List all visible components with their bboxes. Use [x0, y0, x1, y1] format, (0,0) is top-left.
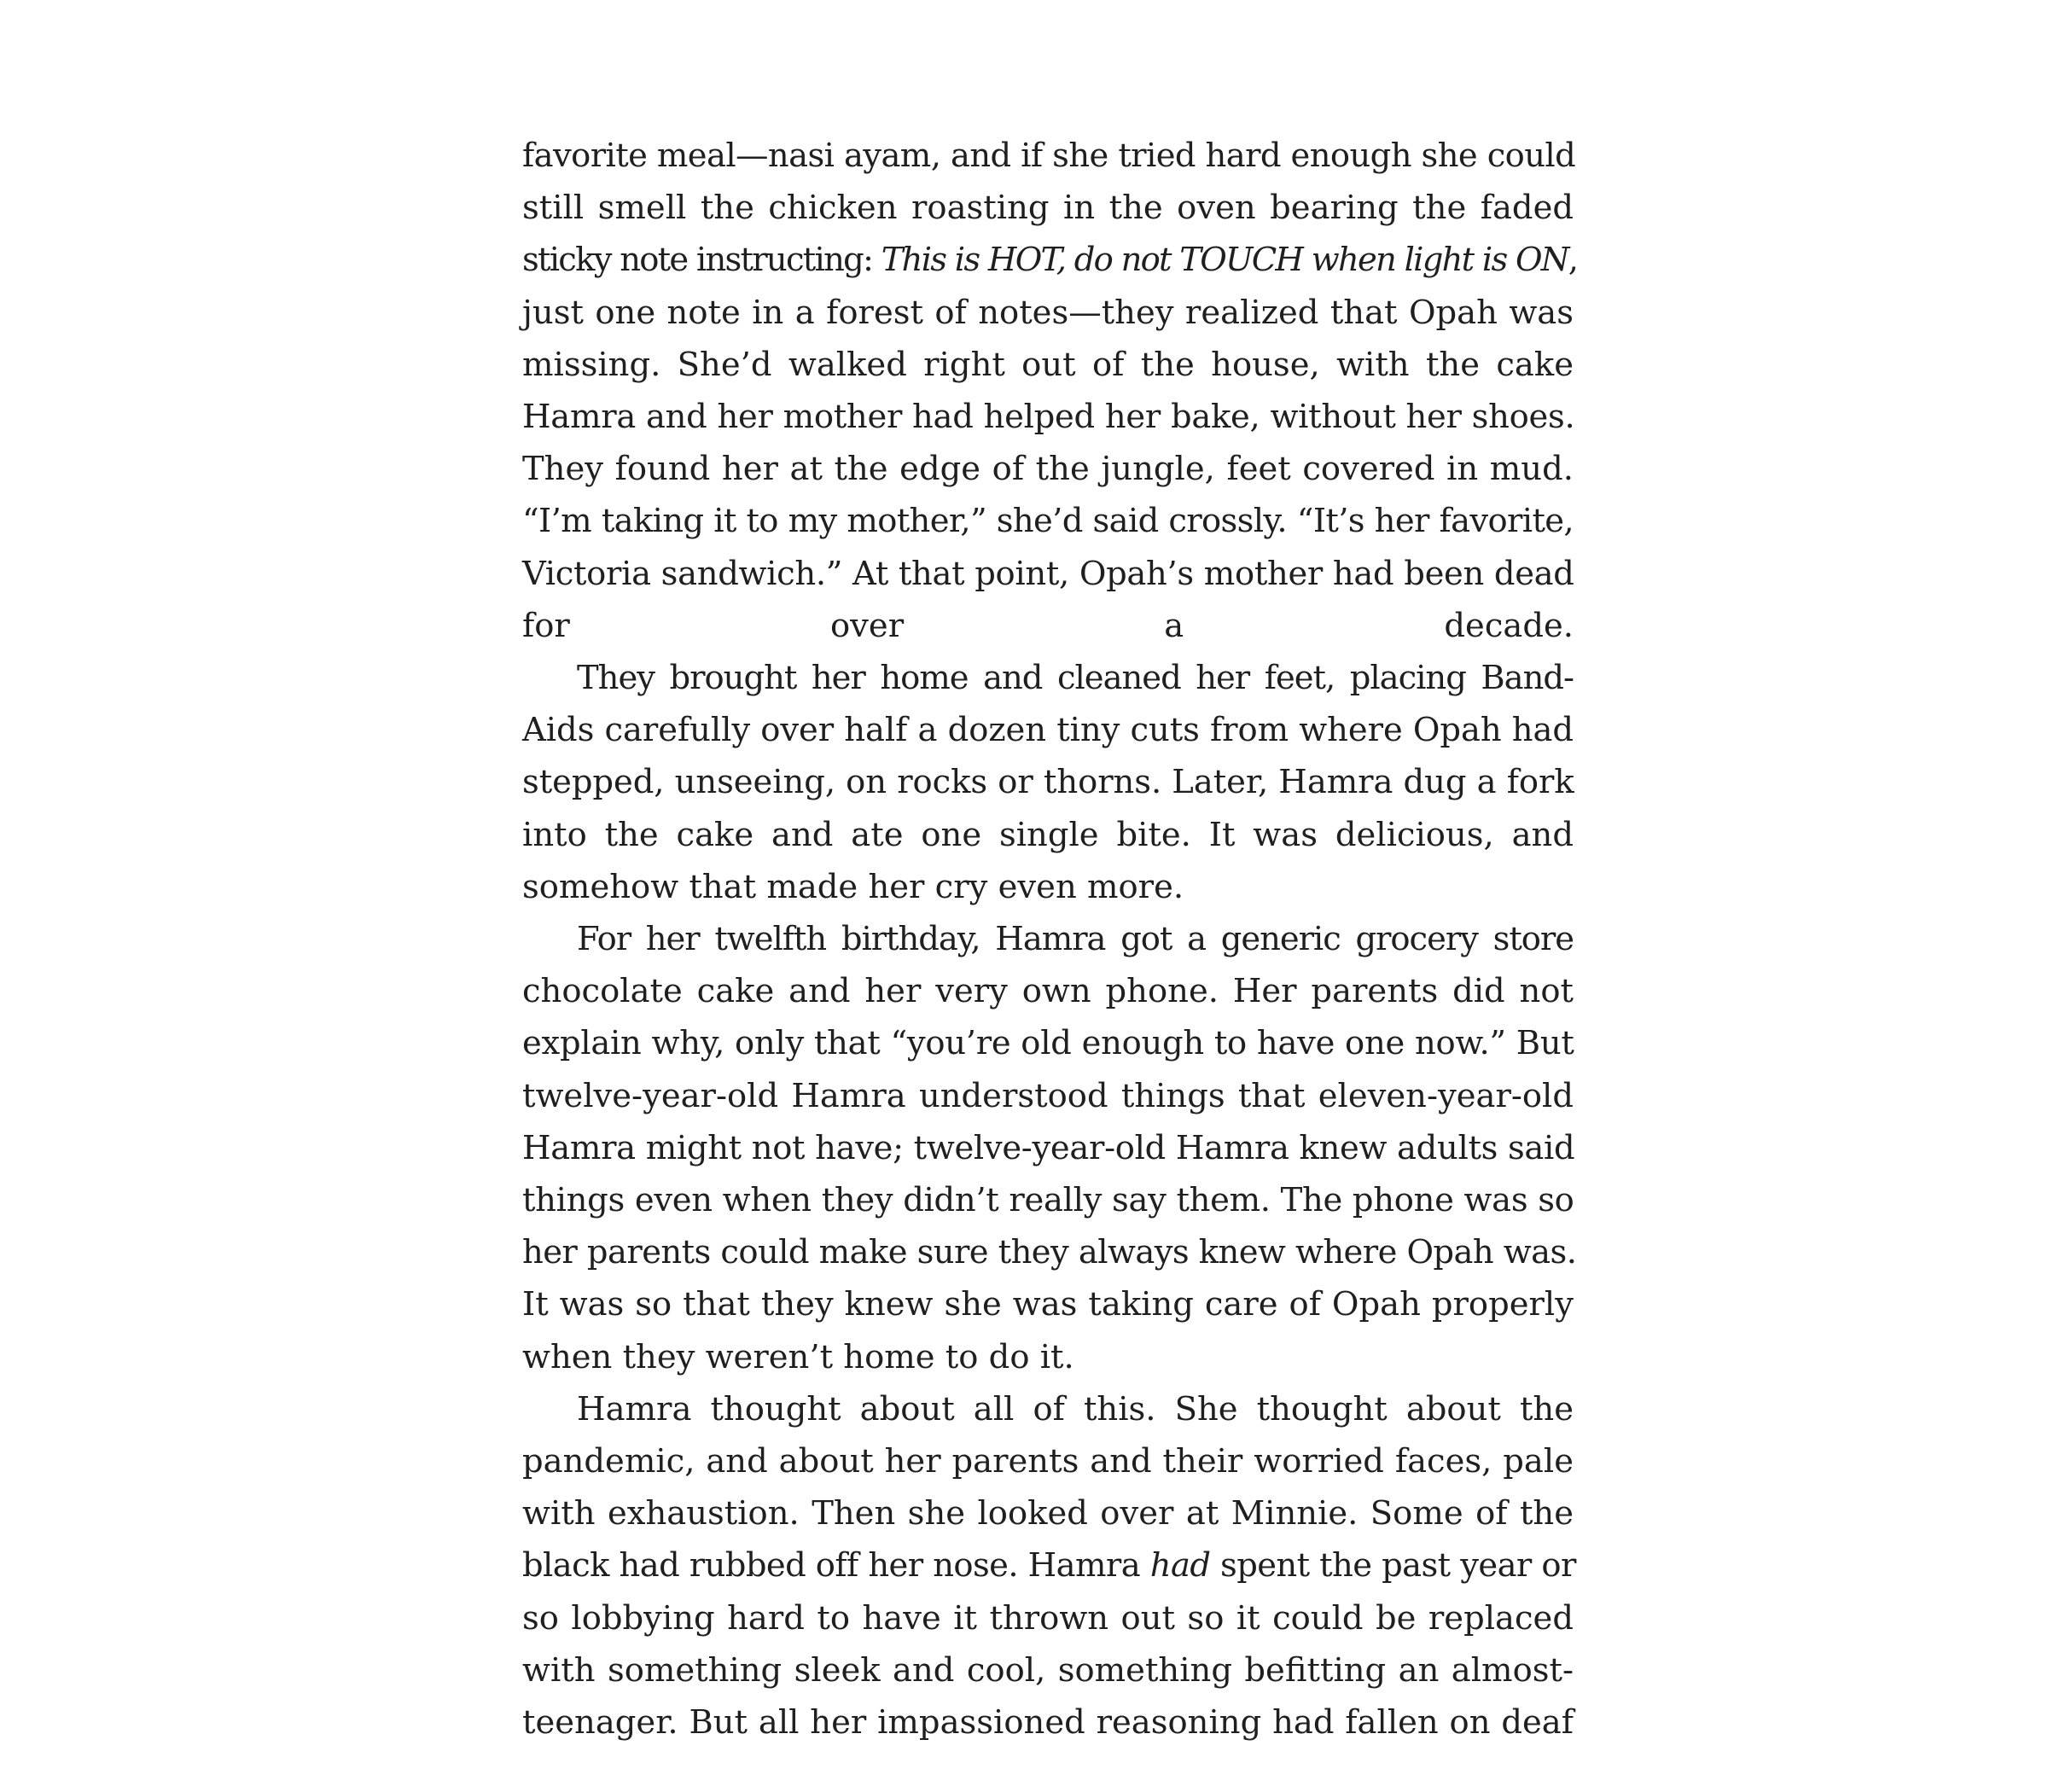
- text-line: [522, 965, 1574, 1017]
- body-text: [522, 130, 1578, 1748]
- text-line: [522, 1592, 1574, 1644]
- text-segment: so lobbying hard to have it thrown out so it could be replaced: [522, 1598, 1574, 1638]
- italic-text: had: [1149, 1546, 1211, 1585]
- text-segment: her parents could make sure they always knew where Opah was.: [522, 1233, 1577, 1272]
- text-segment: sticky note instructing:: [522, 241, 881, 280]
- text-segment: Aids carefully over half a dozen tiny cuts from where Opah had: [522, 711, 1574, 750]
- text-segment: pandemic, and about her parents and their worried faces, pale: [522, 1442, 1574, 1481]
- text-line: [522, 391, 1574, 443]
- text-line: [522, 1070, 1574, 1122]
- text-line: [522, 1017, 1574, 1069]
- text-segment: It was so that they knew she was taking care of Opah properly: [522, 1285, 1574, 1324]
- text-segment: explain why, only that “you’re old enough to have one now.” But: [522, 1024, 1574, 1063]
- text-segment: Hamra and her mother had helped her bake, without her shoes.: [522, 398, 1575, 437]
- text-line: [522, 1122, 1574, 1174]
- text-line: [522, 1539, 1574, 1591]
- text-line: [522, 809, 1574, 861]
- text-segment: just one note in a forest of notes—they realized that Opah was: [522, 293, 1574, 332]
- text-line: [522, 704, 1574, 756]
- text-line: [522, 495, 1574, 547]
- paragraph: [522, 913, 1577, 1383]
- text-line: [522, 1383, 1574, 1435]
- text-segment: For her twelfth birthday, Hamra got a generic grocery store: [577, 920, 1574, 959]
- text-segment: chocolate cake and her very own phone. Her parents did not: [522, 972, 1574, 1011]
- text-line: [522, 287, 1574, 339]
- text-segment: with exhaustion. Then she looked over at Minnie. Some of the: [522, 1494, 1574, 1533]
- text-line: [522, 1226, 1577, 1278]
- paragraph: [522, 652, 1574, 913]
- text-segment: They brought her home and cleaned her feet, placing Band-: [577, 659, 1574, 698]
- text-segment: teenager. But all her impassioned reasoning had fallen on deaf: [522, 1703, 1574, 1743]
- paragraph: [522, 1383, 1574, 1748]
- text-line: [522, 234, 1578, 286]
- text-segment: They found her at the edge of the jungle, feet covered in mud.: [522, 450, 1574, 489]
- text-line: [522, 443, 1574, 495]
- text-segment: ,: [1568, 241, 1578, 280]
- text-segment: Hamra might not have; twelve-year-old Hamra knew adults said: [522, 1128, 1575, 1167]
- text-line: [522, 1487, 1574, 1539]
- text-segment: somehow that made her cry even more.: [522, 867, 1184, 906]
- text-line: [522, 861, 1574, 913]
- text-segment: with something sleek and cool, something befitting an almost-: [522, 1650, 1574, 1690]
- text-line: [522, 1331, 1574, 1383]
- text-line: [522, 600, 1574, 652]
- text-line: [522, 913, 1574, 965]
- text-line: [522, 339, 1574, 391]
- text-segment: stepped, unseeing, on rocks or thorns. Later, Hamra dug a fork: [522, 763, 1574, 802]
- text-segment: favorite meal—nasi ayam, and if she tried hard enough she could: [522, 137, 1576, 175]
- text-line: [522, 130, 1574, 182]
- text-line: [522, 1644, 1574, 1696]
- text-line: [522, 1435, 1574, 1487]
- text-segment: twelve-year-old Hamra understood things that eleven-year-old: [522, 1076, 1574, 1115]
- text-segment: still smell the chicken roasting in the oven bearing the faded: [522, 189, 1574, 228]
- text-line: [522, 1696, 1574, 1748]
- text-segment: things even when they didn’t really say them. The phone was so: [522, 1181, 1574, 1220]
- text-segment: for over a decade.: [522, 606, 1574, 645]
- text-segment: into the cake and ate one single bite. It was delicious, and: [522, 815, 1574, 854]
- text-line: [522, 1174, 1574, 1226]
- text-line: [522, 652, 1574, 704]
- text-segment: Victoria sandwich.” At that point, Opah’s mother had been dead: [522, 554, 1574, 593]
- text-segment: “I’m taking it to my mother,” she’d said crossly. “It’s her favorite,: [522, 502, 1574, 541]
- paragraph: [522, 130, 1578, 652]
- text-segment: spent the past year or: [1210, 1546, 1576, 1585]
- text-line: [522, 1278, 1574, 1330]
- text-segment: missing. She’d walked right out of the house, with the cake: [522, 345, 1574, 384]
- italic-text: This is HOT, do not TOUCH when light is ON: [881, 241, 1568, 280]
- text-segment: when they weren’t home to do it.: [522, 1337, 1074, 1376]
- text-line: [522, 548, 1574, 600]
- text-segment: Hamra thought about all of this. She thought about the: [577, 1389, 1574, 1428]
- text-line: [522, 182, 1574, 234]
- text-line: [522, 756, 1574, 808]
- text-segment: black had rubbed off her nose. Hamra: [522, 1546, 1150, 1585]
